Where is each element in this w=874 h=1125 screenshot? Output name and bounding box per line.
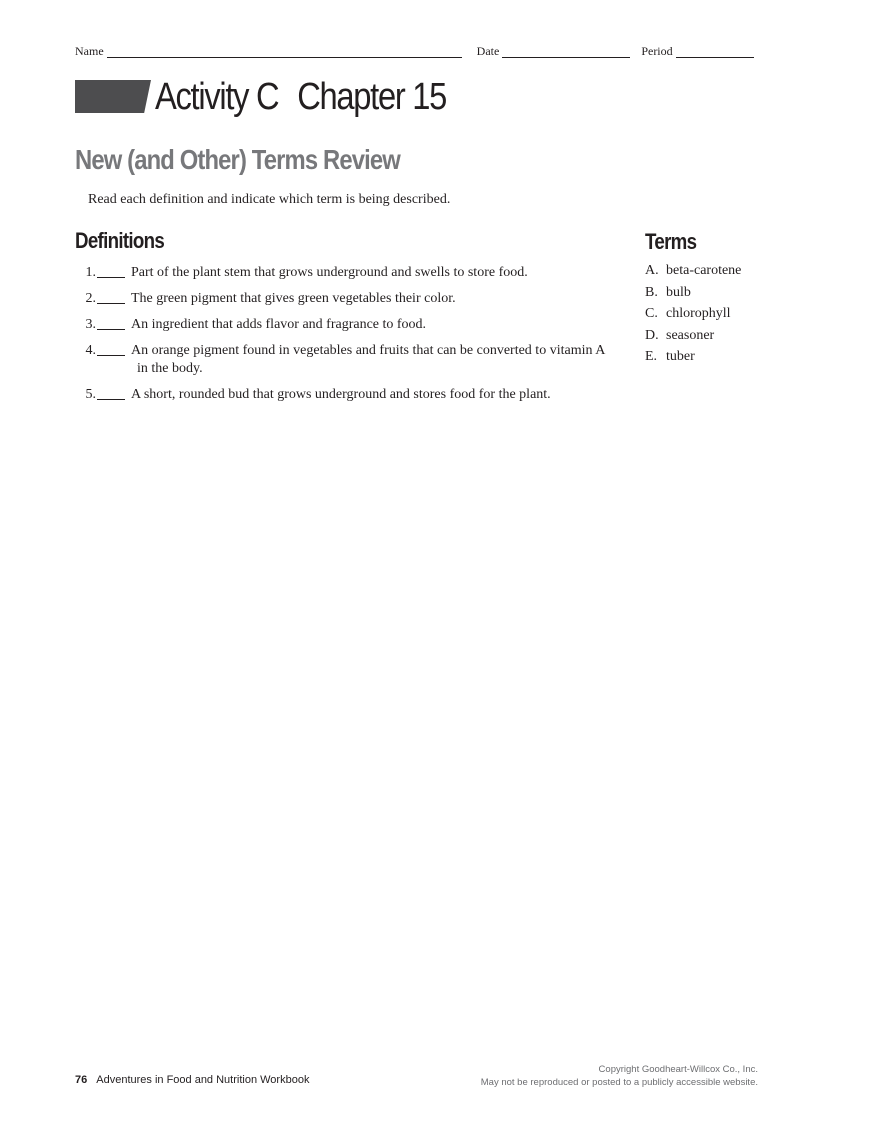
copyright-line: Copyright Goodheart-Willcox Co., Inc. [598,1064,758,1075]
terms-list [645,262,741,370]
term-letter: C. [645,306,658,321]
answer-blank[interactable] [97,386,125,400]
term-item [645,327,741,345]
copyright-notice: May not be reproduced or posted to a publicly accessible website. [480,1077,758,1088]
definitions-list [78,264,638,412]
answer-blank[interactable] [97,290,125,304]
term-letter: D. [645,327,659,343]
term-text: chlorophyll [666,306,731,321]
answer-blank[interactable] [97,264,125,278]
title-bar-decoration [75,80,151,113]
name-label: Name [75,44,104,58]
term-letter: E. [645,349,658,364]
answer-blank[interactable] [97,342,125,356]
date-label: Date [476,44,500,58]
definitions-heading: Definitions [75,228,165,253]
page-title [155,73,446,121]
definition-text: An ingredient that adds flavor and fragrance to food. [131,317,427,332]
date-blank[interactable] [502,47,630,58]
term-letter: B. [645,284,658,300]
definition-item [78,264,638,282]
definition-item [78,342,638,378]
chapter-label: Chapter 15 [297,76,447,118]
book-title: Adventures in Food and Nutrition Workbook [96,1074,310,1086]
definition-text: The green pigment that gives green vegetables their color. [131,291,456,306]
activity-label: Activity C [155,76,279,118]
definition-text: A short, rounded bud that grows underground and stores food for the plant. [131,387,551,402]
term-item [645,262,741,280]
footer-left [75,1073,309,1087]
footer-copyright [481,1063,758,1089]
definition-number: 1. [85,265,96,280]
name-blank[interactable] [107,47,462,58]
definition-text: Part of the plant stem that grows underground and swells to store food. [131,265,528,280]
term-text: beta-carotene [666,263,742,278]
definition-number: 3. [85,317,96,332]
term-item [645,284,741,302]
definition-number: 2. [85,291,96,306]
terms-heading: Terms [645,229,697,254]
answer-blank[interactable] [97,316,125,330]
instructions: Read each definition and indicate which term is being described. [88,192,451,207]
page-number: 76 [75,1074,88,1086]
term-letter: A. [645,263,659,278]
definition-number: 5. [85,387,96,402]
period-label: Period [641,44,673,58]
term-item [645,348,741,366]
definition-number: 4. [85,343,96,358]
definition-item [78,386,638,404]
term-text: bulb [666,284,691,300]
definition-item [78,316,638,334]
period-blank[interactable] [676,47,754,58]
definition-text: An orange pigment found in vegetables and fruits that can be converted to vitamin A [131,343,606,358]
definition-item [78,290,638,308]
page-subtitle: New (and Other) Terms Review [75,144,400,175]
term-item [645,305,741,323]
term-text: tuber [666,349,695,364]
definition-continuation: in the body. [137,361,203,376]
header-fields [75,44,765,58]
term-text: seasoner [666,327,715,343]
